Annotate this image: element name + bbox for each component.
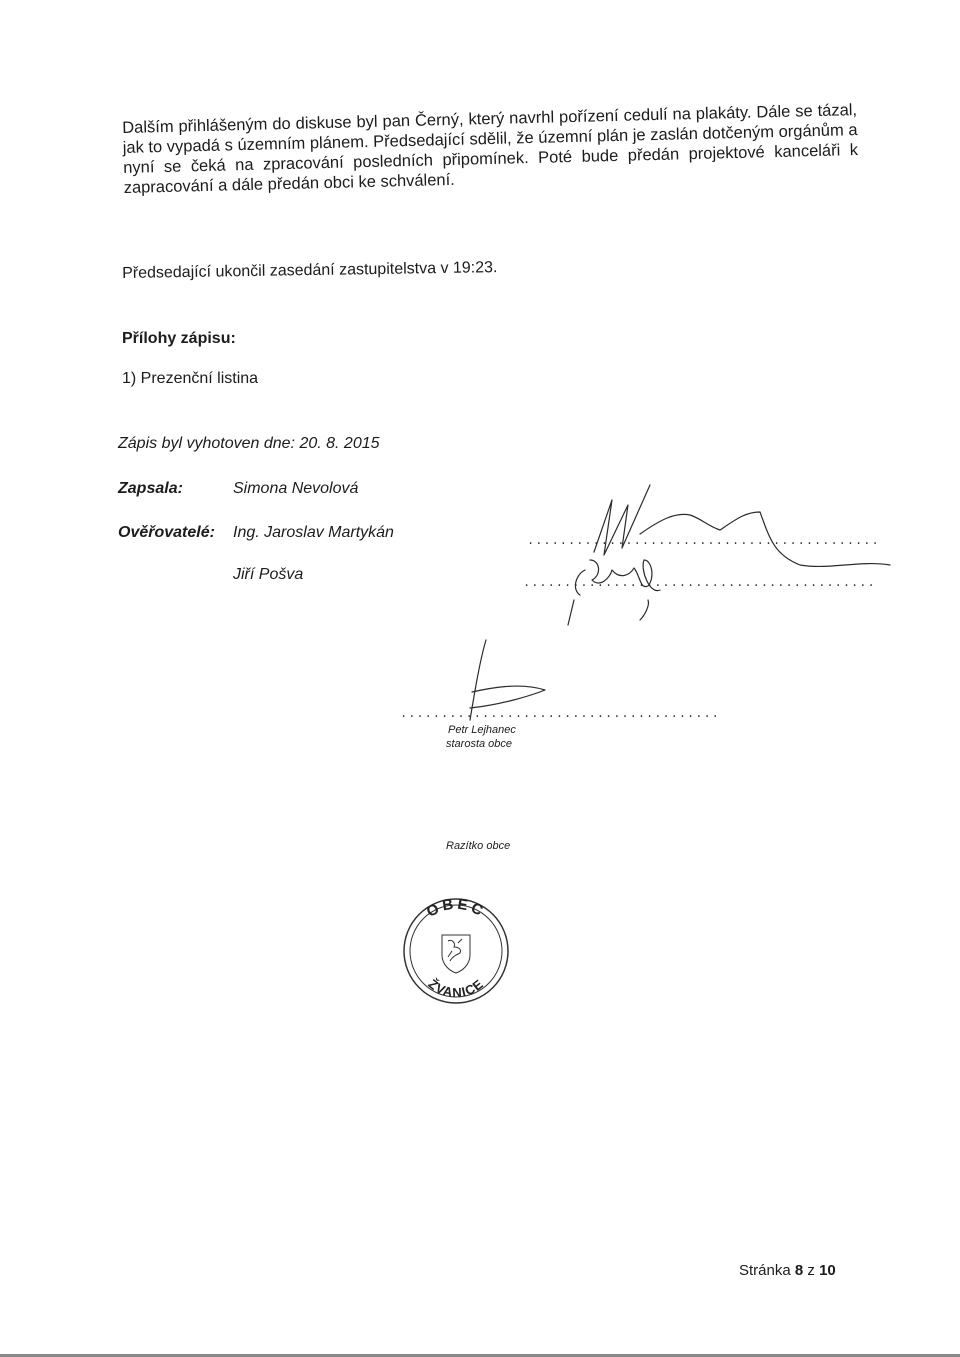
stamp-text-top: OBEC [423, 895, 489, 921]
signature-line: ........................................... [523, 576, 876, 590]
verifier-signature-2 [575, 560, 660, 595]
page-number-separator: z [807, 1262, 815, 1279]
mayor-signature-line: ....................................... [400, 707, 720, 721]
page-number-total: 10 [819, 1262, 836, 1279]
stamp-text-bottom: ŽVANICE [425, 975, 487, 1001]
mayor-title: starosta obce [446, 738, 513, 750]
record-date: Zápis byl vyhotoven dne: 20. 8. 2015 [118, 435, 380, 452]
page-number-prefix: Stránka [739, 1262, 791, 1279]
attachments-heading: Přílohy zápisu: [122, 330, 236, 347]
recorder-label: Zapsala: [118, 480, 183, 497]
verifier-signature [594, 485, 650, 555]
page-number-current: 8 [794, 1262, 804, 1279]
verifiers-label: Ověřovatelé: [118, 524, 215, 541]
municipal-stamp [396, 895, 516, 1005]
discussion-paragraph: Dalším přihlášeným do diskuse byl pan Černý, který navrhl pořízení cedulí na plakáty. Dále se tázal, jak to vypadá s územním plánem. Předsedající sdělil, že územní plán je zaslán dotčeným orgánům a nyní se čeká na zpracování posledních připomínek. Poté bude předán projektové kanceláři k zapracování a dále předán obci ke schválení. [122, 101, 859, 197]
coat-of-arms-icon [442, 935, 470, 973]
signature-line: ........................................... [527, 534, 880, 548]
verifier-signature-flourish [640, 512, 890, 566]
stamp-label: Razítko obce [446, 840, 511, 852]
recorder-name: Simona Nevolová [233, 480, 359, 497]
svg-text:ŽVANICE [426, 976, 487, 1000]
attachment-item: 1) Prezenční listina [122, 370, 259, 387]
closing-statement: Předsedající ukončil zasedání zastupitelstva v 19:23. [122, 259, 498, 282]
verifier-name: Jiří Pošva [233, 566, 304, 583]
page-number [739, 1262, 836, 1279]
mayor-name: Petr Lejhanec [448, 724, 516, 736]
verifier-name: Ing. Jaroslav Martykán [233, 524, 394, 541]
